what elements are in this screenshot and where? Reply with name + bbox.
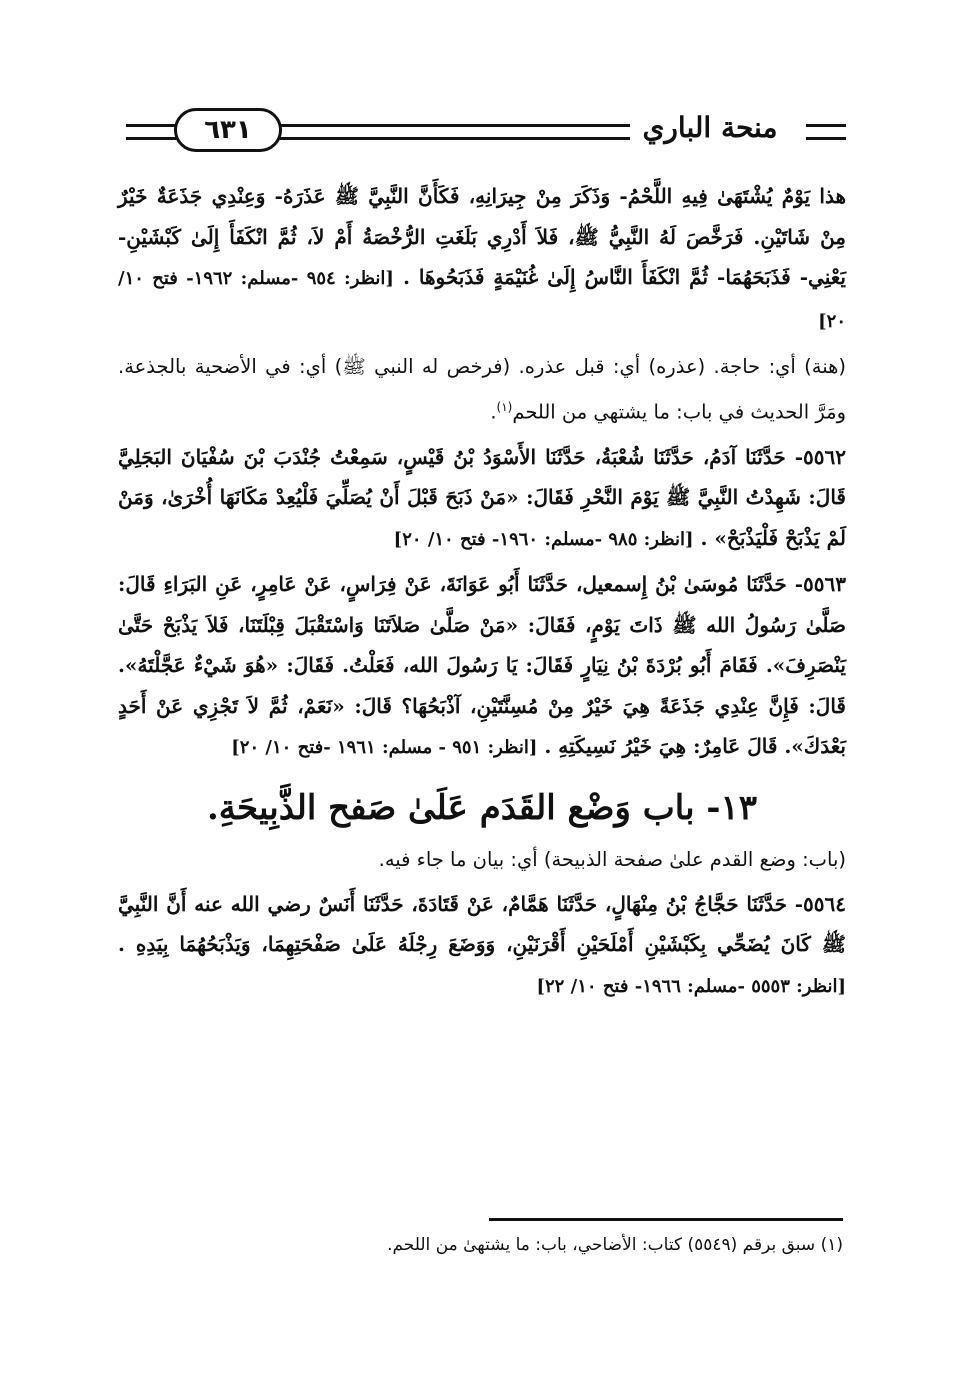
hadith-reference: [انظر: ٩٨٥ -مسلم: ١٩٦٠- فتح ١٠/ ٢٠] xyxy=(393,528,694,550)
hadith-reference: [انظر: ٩٥١ - مسلم: ١٩٦١ -فتح ١٠/ ٢٠] xyxy=(231,737,538,758)
footnote-divider xyxy=(489,1218,843,1221)
commentary-paragraph: (باب: وضع القدم علىٰ صفحة الذبيحة) أي: بيان ما جاء فيه. xyxy=(378,847,846,871)
hadith-reference: [انظر: ٥٥٥٣ -مسلم: ١٩٦٦- فتح ١٠/ ٢٢] xyxy=(536,975,846,997)
hadith-reference: [انظر: ٩٥٤ -مسلم: ١٩٦٢- فتح ١٠/ ٢٠] xyxy=(118,268,846,332)
header-rule-right xyxy=(806,124,846,140)
chapter-heading: ١٣- باب وَضْع القَدَم عَلَىٰ صَفح الذَّبِيحَةِ. xyxy=(206,787,758,828)
footnote: (١) سبق برقم (٥٥٤٩) كتاب: الأضاحي، باب: ما يشتهىٰ من اللحم. xyxy=(387,1235,843,1255)
hadith-paragraph: هذا يَوْمٌ يُشْتَهَىٰ فِيهِ اللَّحْمُ- وَذَكَرَ مِنْ جِيرَانِهِ، فَكَأَنَّ النَّبِيَّ ﷺ عَذَرَهُ- وَعِنْدِي جَذَعَةٌ خَيْرٌ مِنْ شَاتَيْنِ. فَرَخَّصَ لَهُ النَّبِيُّ ﷺ، فَلاَ أَدْرِي بَلَغَتِ الرُّخْصَةُ أَمْ لاَ، ثُمَّ انْكَفَأَ إِلَىٰ كَبْشَيْنِ- يَعْنِي- فَذَبَحَهُمَا- ثُمَّ انْكَفَأَ النَّاسُ إِلَىٰ غُنَيْمَةٍ فَذَبَحُوهَا . [انظر: ٩٥٤ -مسلم: ١٩٦٢- فتح ١٠/ ٢٠] xyxy=(118,184,846,332)
hadith-paragraph: ٥٥٦٢- حَدَّثَنَا آدَمُ، حَدَّثَنَا شُعْبَةُ، حَدَّثَنَا الأَسْوَدُ بْنُ قَيْسٍ، سَمِعْتُ جُنْدَبَ بْنَ سُفْيَانَ البَجَلِيَّ قَالَ: شَهِدْتُ النَّبِيَّ ﷺ يَوْمَ النَّحْرِ فَقَالَ: «مَنْ ذَبَحَ قَبْلَ أَنْ يُصَلِّيَ فَلْيُعِدْ مَكَانَهَا أُخْرَىٰ، وَمَنْ لَمْ يَذْبَحْ فَلْيَذْبَحْ» . [انظر: ٩٨٥ -مسلم: ١٩٦٠- فتح ١٠/ ٢٠] xyxy=(118,444,846,550)
hadith-paragraph: ٥٥٦٤- حَدَّثَنَا حَجَّاجُ بْنُ مِنْهَالٍ، حَدَّثَنَا هَمَّامٌ، عَنْ قَتَادَةَ، حَدَّثَنَا أَنَسٌ رضي الله عنه أَنَّ النَّبِيَّ ﷺ كَانَ يُضَحِّي بِكَبْشَيْنِ أَمْلَحَيْنِ أَقْرَنَيْنِ، وَوَضَعَ رِجْلَهُ عَلَىٰ صَفْحَتِهِمَا، وَيَذْبَحُهُمَا بِيَدِهِ . [انظر: ٥٥٥٣ -مسلم: ١٩٦٦- فتح ١٠/ ٢٢] xyxy=(118,891,846,997)
page-body xyxy=(118,176,846,1011)
hadith-paragraph: ٥٥٦٣- حَدَّثَنَا مُوسَىٰ بْنُ إِسمعيل، حَدَّثَنَا أَبُو عَوَانَةَ، عَنْ فِرَاسٍ، عَنْ عَامِرٍ، عَنِ البَرَاءِ قَالَ: صَلَّىٰ رَسُولُ الله ﷺ ذَاتَ يَوْمٍ، فَقَالَ: «مَنْ صَلَّىٰ صَلاَتَنَا وَاسْتَقْبَلَ قِبْلَتَنَا، فَلاَ يَذْبَحْ حَتَّىٰ يَنْصَرِفَ». فَقَامَ أَبُو بُرْدَةَ بْنُ نِيَارٍ فَقَالَ: يَا رَسُولَ الله، فَعَلْتُ. فَقَالَ: «هُوَ شَيْءٌ عَجَّلْتَهُ». قَالَ: فَإِنَّ عِنْدِي جَذَعَةً هِيَ خَيْرٌ مِنْ مُسِنَّتَيْنِ، آذْبَحُهَا؟ قَالَ: «نَعَمْ، ثُمَّ لاَ تَجْزِي عَنْ أَحَدٍ بَعْدَكَ». قَالَ عَامِرٌ: هِيَ خَيْرُ نَسِيكَتِهِ . [انظر: ٩٥١ - مسلم: ١٩٦١ -فتح ١٠/ ٢٠] xyxy=(118,572,846,758)
commentary-paragraph: (هنة) أي: حاجة. (عذره) أي: قبل عذره. (فرخص له النبي ﷺ) أي: في الأضحية بالجذعة. ومَرَّ الحديث في باب: ما يشتهي من اللحم$^{(١)}$. xyxy=(118,355,846,424)
footnote-marker[interactable]: (١) xyxy=(496,400,513,414)
page-header xyxy=(118,106,846,156)
page-number: ٦٣١ xyxy=(174,108,282,152)
book-title: منحة الباري xyxy=(630,106,790,150)
